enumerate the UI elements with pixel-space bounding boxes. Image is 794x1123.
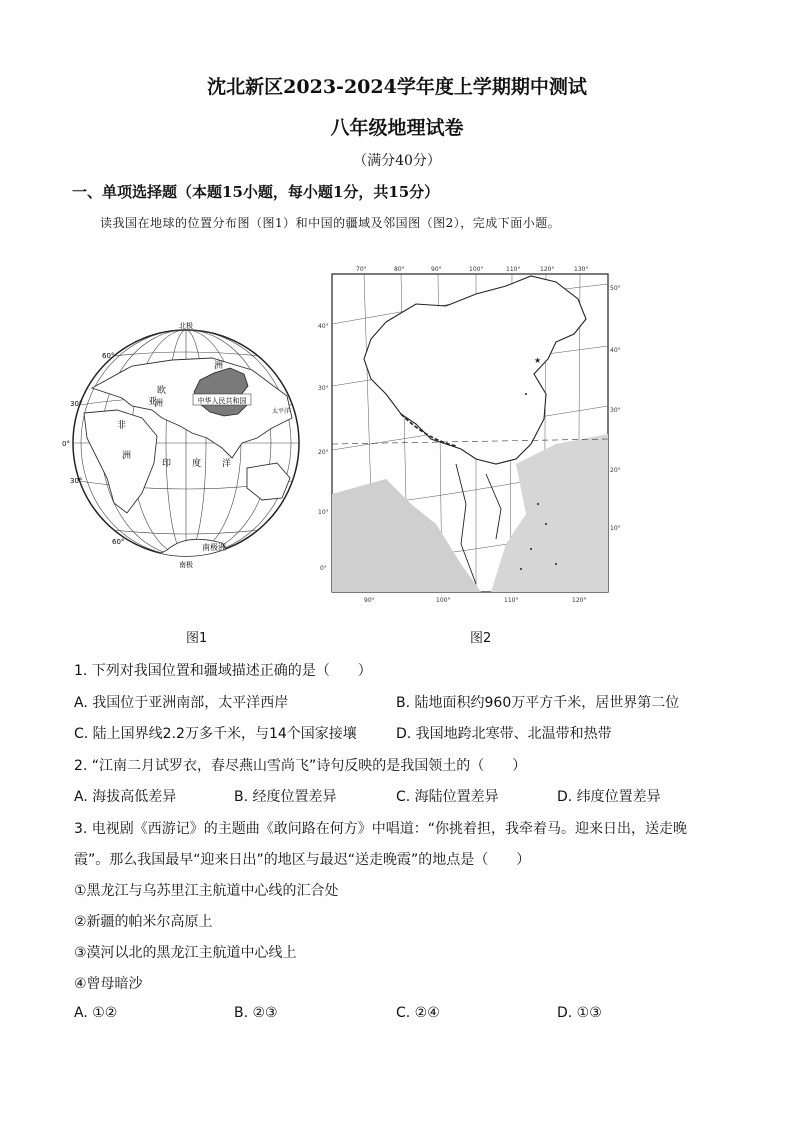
bottom-tick: 110° (504, 597, 519, 604)
left-tick: 30° (318, 385, 329, 392)
left-tick: 40° (318, 323, 329, 330)
label-indian-1: 印 (162, 459, 172, 469)
left-tick: 0° (320, 565, 327, 572)
question-2-option-a[interactable]: A. 海拔高低差异 (74, 789, 177, 805)
section-heading: 一、单项选择题（本题15小题，每小题1分，共15分） (72, 183, 440, 201)
top-tick: 120° (540, 266, 555, 273)
label-europe: 欧 (157, 386, 167, 396)
left-tick: 10° (318, 509, 329, 516)
label-europe-2: 洲 (154, 399, 164, 409)
question-1-option-a[interactable]: A. 我国位于亚洲南部，太平洋西岸 (74, 695, 289, 711)
label-china: 中华人民共和国 (197, 397, 247, 405)
top-tick: 80° (394, 266, 405, 273)
right-tick: 40° (610, 347, 621, 354)
label-lat60s: 60° (112, 538, 125, 546)
bottom-tick: 100° (436, 597, 451, 604)
question-3-item-1: ①黑龙江与乌苏里江主航道中心线的汇合处 (74, 883, 339, 899)
label-africa-2: 洲 (122, 451, 132, 461)
label-pacific: 太平洋 (272, 408, 291, 415)
bottom-tick: 90° (364, 597, 375, 604)
svg-text:★: ★ (534, 356, 542, 365)
exam-title: 沈北新区2023-2024学年度上学期期中测试 (207, 76, 587, 98)
label-africa: 非 (117, 421, 127, 431)
question-1-option-c[interactable]: C. 陆上国界线2.2万多千米，与14个国家接壤 (74, 726, 357, 742)
label-north-pole: 北极 (179, 322, 193, 330)
right-tick: 30° (610, 407, 621, 414)
question-2-option-d[interactable]: D. 纬度位置差异 (557, 789, 661, 805)
label-asia-top: 洲 (214, 361, 224, 371)
question-2-option-b[interactable]: B. 经度位置差异 (234, 789, 337, 805)
bottom-tick: 120° (572, 597, 587, 604)
label-indian-3: 洋 (222, 459, 232, 469)
figure1-globe (62, 318, 310, 568)
label-lat30s: 30° (70, 477, 83, 485)
figure1-caption: 图1 (186, 631, 208, 646)
right-tick: 20° (610, 467, 621, 474)
question-2-stem: 2. “江南二月试罗衣，春尽燕山雪尚飞”诗句反映的是我国领土的（ ） (74, 758, 527, 774)
question-3-item-4: ④曾母暗沙 (74, 976, 143, 992)
label-lat30n: 30° (70, 400, 83, 408)
question-1-option-d[interactable]: D. 我国地跨北寒带、北温带和热带 (396, 726, 612, 742)
label-south-pole: 南极 (179, 561, 193, 568)
question-3-option-a[interactable]: A. ①② (74, 1005, 118, 1021)
right-tick: 10° (610, 525, 621, 532)
top-tick: 70° (356, 266, 367, 273)
section-intro: 读我国在地球的位置分布图（图1）和中国的疆域及邻国图（图2），完成下面小题。 (100, 216, 561, 230)
question-3-option-c[interactable]: C. ②④ (396, 1005, 440, 1021)
label-indian-2: 度 (192, 459, 202, 469)
label-equator: 0° (62, 440, 70, 448)
question-3-stem-line1: 3. 电视剧《西游记》的主题曲《敢问路在何方》中唱道：“你挑着担，我牵着马。迎来日出，送走晚 (74, 821, 688, 837)
question-3-item-2: ②新疆的帕米尔高原上 (74, 914, 213, 930)
exam-subtitle: 八年级地理试卷 (330, 117, 464, 139)
label-antarctica: 南极洲 (202, 543, 226, 552)
question-1-option-b[interactable]: B. 陆地面积约960万平方千米，居世界第二位 (396, 695, 680, 711)
label-asia: 亚 (148, 397, 158, 407)
top-tick: 90° (431, 266, 442, 273)
question-3-option-d[interactable]: D. ①③ (557, 1005, 602, 1021)
question-2-option-c[interactable]: C. 海陆位置差异 (396, 789, 499, 805)
question-3-item-3: ③漠河以北的黑龙江主航道中心线上 (74, 945, 297, 961)
top-tick: 110° (506, 266, 521, 273)
top-tick: 100° (469, 266, 484, 273)
question-3-option-b[interactable]: B. ②③ (234, 1005, 278, 1021)
top-tick: 130° (574, 266, 589, 273)
label-lat60n: 60° (102, 352, 115, 360)
figure2-caption: 图2 (470, 631, 492, 646)
right-tick: 50° (610, 285, 621, 292)
question-1-stem: 1. 下列对我国位置和疆域描述正确的是（ ） (74, 663, 372, 679)
figure2-china-map (316, 264, 628, 606)
left-tick: 20° (318, 449, 329, 456)
score-note: （满分40分） (353, 153, 441, 169)
question-3-stem-line2: 霞”。那么我国最早“迎来日出”的地区与最迟“送走晚霞”的地点是（ ） (74, 852, 531, 868)
